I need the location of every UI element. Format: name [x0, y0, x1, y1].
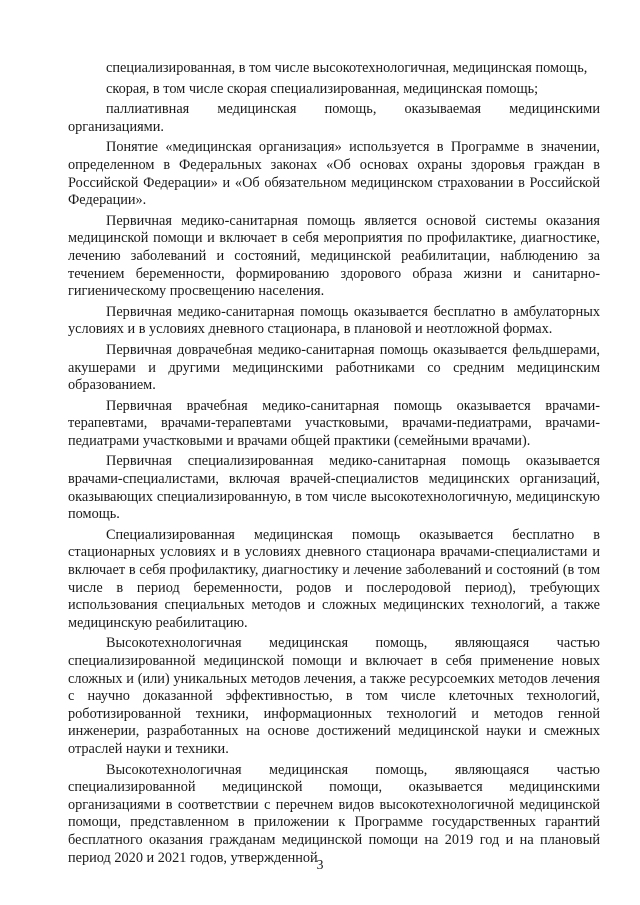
- paragraph-primary-care-basis: Первичная медико-санитарная помощь является основой системы оказания медицинской помощи и включает в себя мероприятия по профилактике, диагностике, лечению заболеваний и состояний, медицинской реабилитации, наблюдению за течением беременности, формированию здорового образа жизни и санитарно-гигиеническому просвещению населения.: [68, 212, 600, 300]
- paragraph-medical-organization-definition: Понятие «медицинская организация» используется в Программе в значении, определенном в Федеральных законах «Об основах охраны здоровья граждан в Российской Федерации» и «Об обязательном медицинском страховании в Российской Федерации».: [68, 139, 600, 209]
- paragraph-primary-physician-care: Первичная врачебная медико-санитарная помощь оказывается врачами-терапевтами, врачами-терапевтами участковыми, врачами-педиатрами, врачами-педиатрами участковыми и врачами общей практики (семейными врачами).: [68, 397, 600, 449]
- document-page: [68, 60, 600, 870]
- paragraph-primary-prephysician-care: Первичная доврачебная медико-санитарная помощь оказывается фельдшерами, акушерами и другими медицинскими работниками со средним медицинским образованием.: [68, 341, 600, 394]
- paragraph-primary-care-free: Первичная медико-санитарная помощь оказывается бесплатно в амбулаторных условиях и в условиях дневного стационара, в плановой и неотложной формах.: [68, 303, 600, 338]
- page-number: 3: [316, 858, 324, 873]
- paragraph-high-tech-care-provision: Высокотехнологичная медицинская помощь, являющаяся частью специализированной медицинской помощи, оказывается медицинскими организациями в соответствии с перечнем видов высокотехнологичной медицинской помощи, представленном в приложении к Программе государственных гарантий бесплатного оказания гражданам медицинской помощи на 2019 год и на плановый период 2020 и 2021 годов, утвержденной: [68, 761, 600, 866]
- paragraph-specialized-care-detail: Специализированная медицинская помощь оказывается бесплатно в стационарных условиях и в условиях дневного стационара врачами-специалистами и включает в себя профилактику, диагностику и лечение заболеваний и состояний (в том числе в период беременности, родов и послеродовой период), требующих использования специальных методов и сложных медицинских технологий, а также медицинскую реабилитацию.: [68, 526, 600, 631]
- paragraph-specialized-care: специализированная, в том числе высокотехнологичная, медицинская помощь,: [106, 60, 588, 76]
- paragraph-palliative-care: паллиативная медицинская помощь, оказываемая медицинскими организациями.: [68, 101, 600, 135]
- paragraph-high-tech-care: Высокотехнологичная медицинская помощь, являющаяся частью специализированной медицинской помощи и включает в себя применение новых сложных и (или) уникальных методов лечения, а также ресурсоемких методов лечения с научно доказанной эффективностью, в том числе клеточных технологий, роботизированной техники, информационных технологий и методов генной инженерии, разработанных на основе достижений медицинской науки и смежных отраслей науки и техники.: [68, 635, 600, 757]
- paragraph-emergency-care: скорая, в том числе скорая специализированная, медицинская помощь;: [106, 80, 539, 97]
- paragraph-primary-specialized-care: Первичная специализированная медико-санитарная помощь оказывается врачами-специалистами, включая врачей-специалистов медицинских организаций, оказывающих специализированную, в том числе высокотехнологичную, медицинскую помощь.: [68, 453, 600, 523]
